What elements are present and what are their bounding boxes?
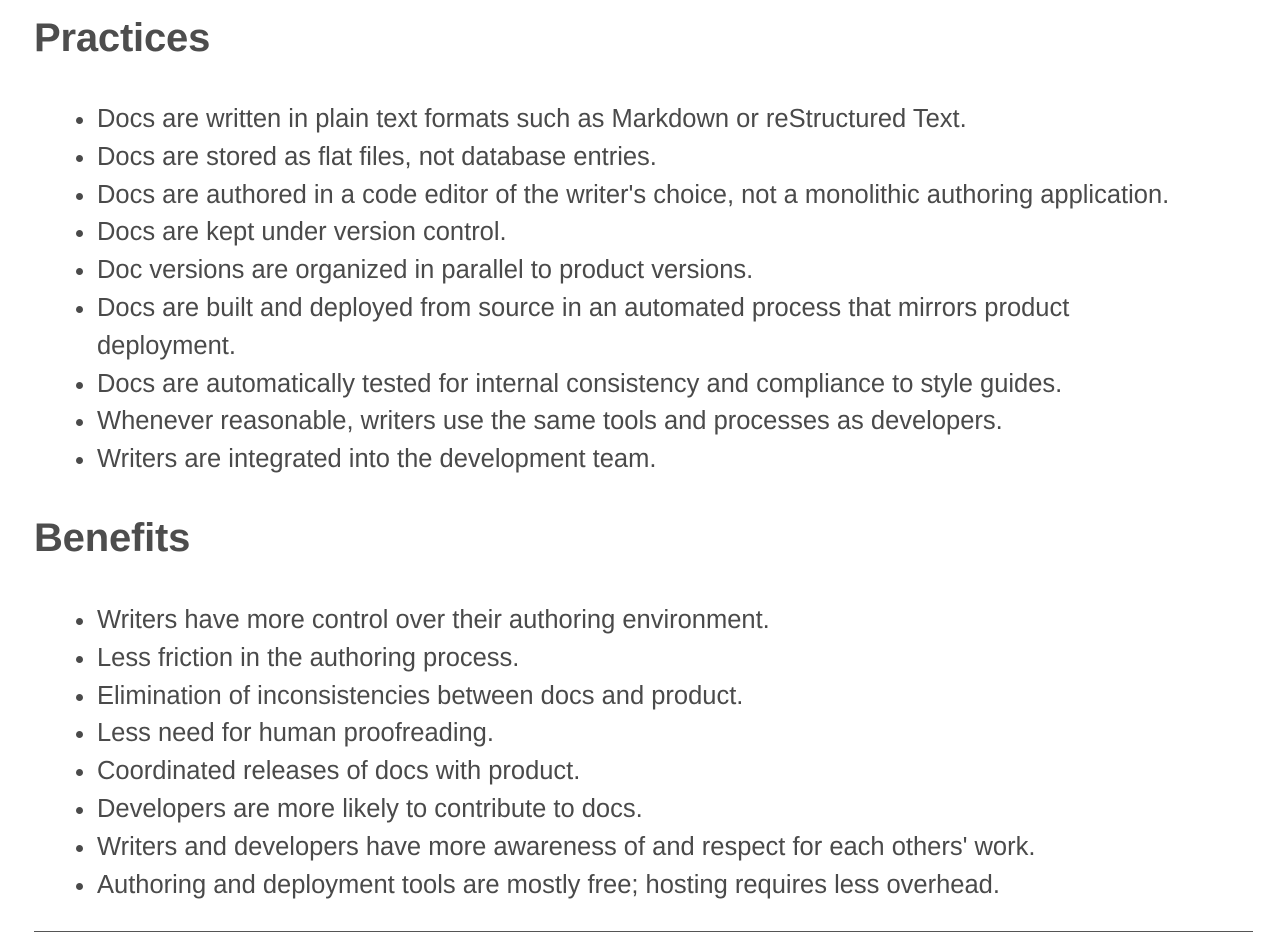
list-item-text: Developers are more likely to contribute to docs. bbox=[97, 794, 643, 823]
list-item-text: Docs are built and deployed from source in an automated process that mirrors product deployment. bbox=[97, 293, 1070, 360]
list-item-text: Less friction in the authoring process. bbox=[97, 643, 520, 672]
bullet-icon bbox=[76, 193, 83, 200]
bullet-icon bbox=[76, 769, 83, 776]
bullet-icon bbox=[76, 382, 83, 389]
list-item-text: Docs are kept under version control. bbox=[97, 218, 507, 247]
horizontal-divider bbox=[34, 931, 1253, 932]
list-item bbox=[0, 177, 1237, 215]
list-item-text: Elimination of inconsistencies between docs and product. bbox=[97, 681, 744, 710]
list-item bbox=[0, 403, 1237, 441]
list-item bbox=[0, 867, 1237, 905]
bullet-icon bbox=[76, 306, 83, 313]
list-item bbox=[0, 602, 1237, 640]
bullet-icon bbox=[76, 656, 83, 663]
list-item bbox=[0, 290, 1137, 366]
list-item-text: Docs are authored in a code editor of the writer's choice, not a monolithic authoring application. bbox=[97, 180, 1170, 209]
list-item-text: Writers are integrated into the development team. bbox=[97, 445, 657, 474]
list-item bbox=[0, 640, 1237, 678]
bullet-icon bbox=[76, 845, 83, 852]
list-item bbox=[0, 678, 1237, 716]
bullet-icon bbox=[76, 457, 83, 464]
bullet-icon bbox=[76, 155, 83, 162]
practices-list bbox=[0, 101, 1237, 479]
bullet-icon bbox=[76, 807, 83, 814]
list-item bbox=[0, 366, 1237, 404]
bullet-icon bbox=[76, 268, 83, 275]
list-item-text: Docs are written in plain text formats such as Markdown or reStructured Text. bbox=[97, 105, 967, 133]
list-item bbox=[0, 252, 1237, 290]
list-item-text: Writers and developers have more awareness of and respect for each others' work. bbox=[97, 832, 1036, 861]
list-item-text: Whenever reasonable, writers use the same tools and processes as developers. bbox=[97, 407, 1003, 436]
bullet-icon bbox=[76, 731, 83, 738]
list-item bbox=[0, 829, 1237, 867]
list-item-text: Docs are stored as flat files, not database entries. bbox=[97, 142, 657, 171]
bullet-icon bbox=[76, 618, 83, 625]
list-item bbox=[0, 753, 1237, 791]
bullet-icon bbox=[76, 883, 83, 890]
list-item-text: Docs are automatically tested for internal consistency and compliance to style guides. bbox=[97, 369, 1063, 398]
list-item-text: Doc versions are organized in parallel to product versions. bbox=[97, 256, 754, 285]
bullet-icon bbox=[76, 694, 83, 701]
list-item bbox=[0, 101, 1237, 139]
bullet-icon bbox=[76, 117, 83, 124]
list-item bbox=[0, 791, 1237, 829]
list-item-text: Less need for human proofreading. bbox=[97, 719, 494, 748]
bullet-icon bbox=[76, 230, 83, 237]
benefits-heading: Benefits bbox=[34, 516, 191, 560]
list-item bbox=[0, 214, 1237, 252]
list-item-text: Coordinated releases of docs with product. bbox=[97, 757, 581, 786]
list-item bbox=[0, 441, 1237, 479]
practices-heading: Practices bbox=[34, 16, 211, 60]
list-item-text: Writers have more control over their authoring environment. bbox=[97, 606, 770, 634]
list-item-text: Authoring and deployment tools are mostly free; hosting requires less overhead. bbox=[97, 870, 1000, 899]
list-item bbox=[0, 139, 1237, 177]
benefits-list bbox=[0, 602, 1237, 904]
bullet-icon bbox=[76, 419, 83, 426]
list-item bbox=[0, 715, 1237, 753]
